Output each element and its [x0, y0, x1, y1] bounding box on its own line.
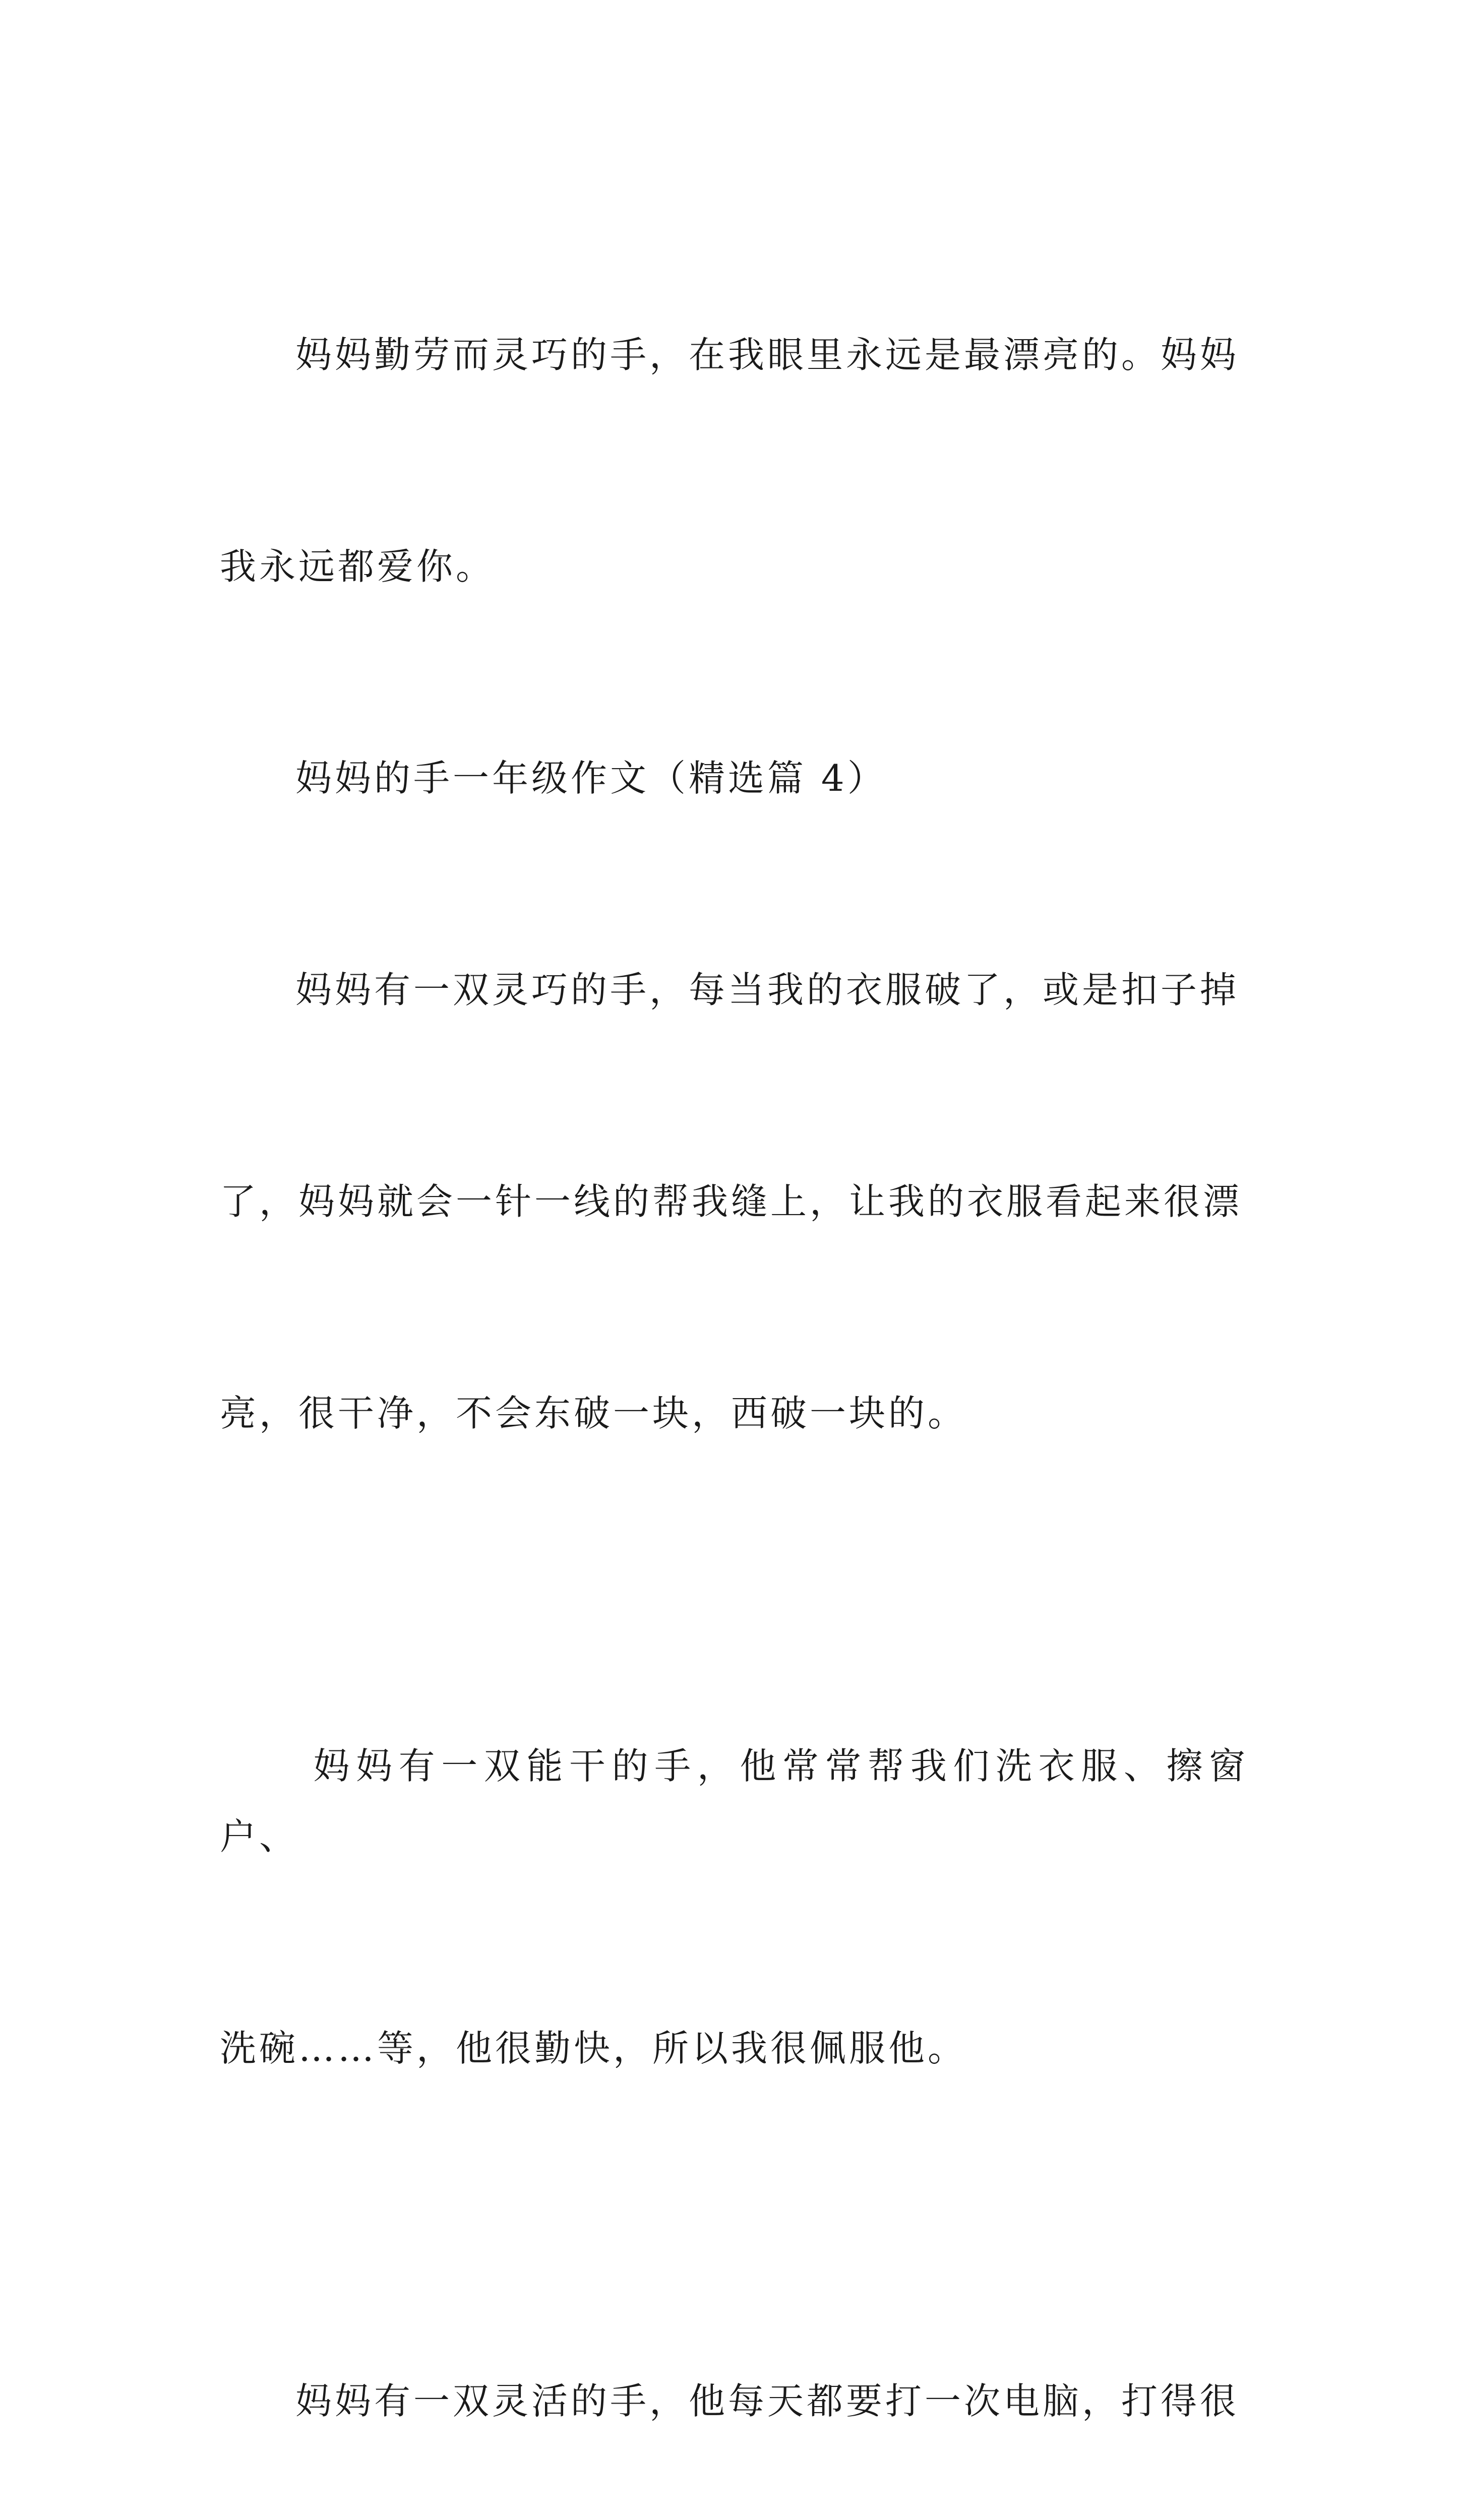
text-line: 我永远都爱你。 — [220, 545, 496, 588]
text-line: 了，妈妈就会一针一线的帮我缝上，让我的衣服看起来很漂 — [220, 1180, 1243, 1223]
paragraph — [220, 178, 1248, 743]
text-line: 亮，很干净，不会东破一块，西破一块的。 — [220, 1392, 967, 1434]
paragraph — [220, 2225, 1248, 2520]
text-line: 妈妈勤劳而灵巧的手，在我眼里永远是最漂亮的。妈妈 — [295, 334, 1240, 376]
text-line: 妈妈有一双灵活的手，他每天都要打一次电脑，打得很 — [295, 2380, 1240, 2422]
document-body — [220, 178, 1248, 2520]
paragraph — [220, 1590, 1248, 2225]
text-line: 妈妈有一双能干的手，他常常帮我们洗衣服、擦窗户、 — [220, 1745, 1248, 1858]
section-heading — [220, 743, 1248, 813]
text-line: 妈妈有一双灵巧的手，每当我的衣服破了，或是扣子掉 — [295, 969, 1240, 1011]
text-line: 洗碗……等，他很勤快，所以我很佩服他。 — [220, 2027, 967, 2069]
text-line: 妈妈的手一年级作文（精选篇 4） — [295, 757, 887, 799]
paragraph — [220, 813, 1248, 1590]
